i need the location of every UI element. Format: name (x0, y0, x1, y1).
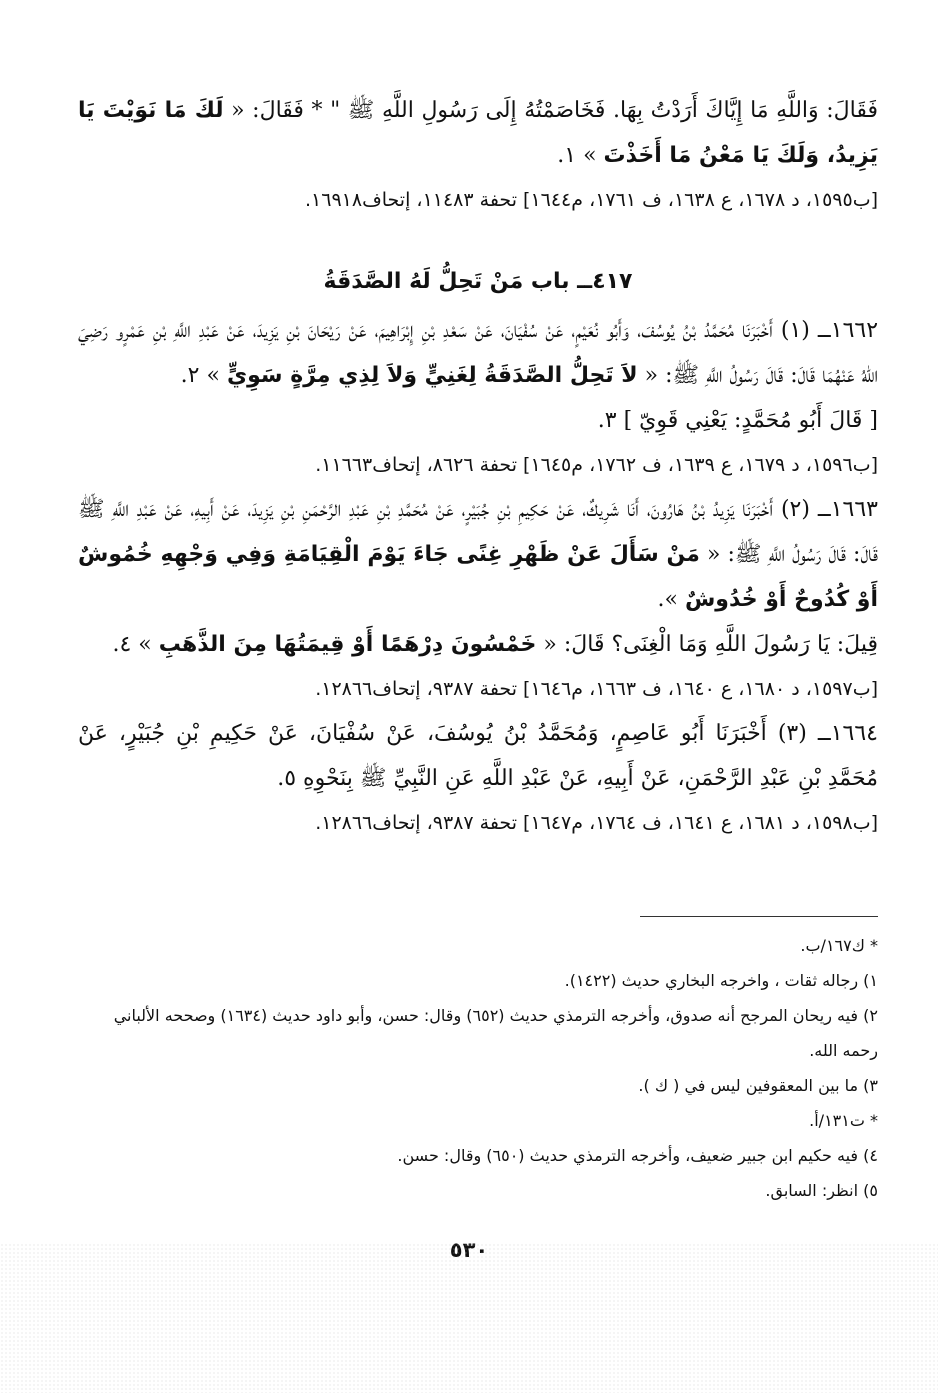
footnote-divider (640, 916, 878, 917)
paragraph-continuation (78, 88, 878, 178)
hadith-quote: لاَ تَحِلُّ الصَّدَقَةُ لِغَنِيٍّ وَلاَ لِذِي مِرَّةٍ سَوِيٍّ (226, 363, 638, 388)
hadith-1662 (78, 308, 878, 398)
footnote: * ت١٣١/أ. (809, 1111, 878, 1130)
main-text (78, 88, 878, 845)
question-line (78, 622, 878, 667)
footnote: * ك١٦٧/ب. (800, 936, 878, 955)
page-number: ٥٣٠ (449, 1238, 489, 1262)
text-segment: ١٦٦٢ــ (١) أَخْبَرَنَا مُحَمَّدُ بْنُ يُوسُفَ، وَأَبُو نُعَيْمٍ، عَنْ سُفْيَانَ، عَنْ سَعْدِ بْنِ إِبْرَاهِيمَ، عَنْ رَيْحَانَ بْنِ يَزِيدَ، عَنْ عَبْدِ اللَّهِ بْنِ عَمْرٍو رَضِيَ اللهُ عَنْهُمَا قَالَ: قَالَ رَسُولُ اللَّهِ ﷺ: « (78, 318, 879, 388)
text-segment: » ٢. (180, 363, 227, 388)
footnote: ١) رجاله ثقات ، واخرجه البخاري حديث (١٤٢٢). (564, 971, 878, 990)
footnote: ٥) انظر: السابق. (765, 1181, 878, 1200)
bracket-note: [ قَالَ أَبُو مُحَمَّدٍ: يَعْنِي قَوِيّ ] ٣. (597, 408, 878, 433)
chapter-heading: ٤١٧ــ باب مَنْ تَحِلُّ لَهُ الصَّدَقَةُ (323, 269, 633, 294)
text-segment: قِيلَ: يَا رَسُولَ اللَّهِ وَمَا الْغِنَى؟ قَالَ: « (536, 632, 878, 657)
hadith-1664: ١٦٦٤ــ (٣) أَخْبَرَنَا أَبُو عَاصِمٍ، وَمُحَمَّدُ بْنُ يُوسُفَ، عَنْ سُفْيَانَ، عَنْ حَكِيمِ بْنِ جُبَيْرٍ، عَنْ مُحَمَّدِ بْنِ عَبْدِ الرَّحْمَنِ، عَنْ أَبِيهِ، عَنْ عَبْدِ اللَّهِ عَنِ النَّبِيِّ ﷺ بِنَحْوِهِ ٥. (78, 721, 878, 791)
reference-line: [ب١٥٩٨، د ١٦٨١، ع ١٦٤١، ف ١٧٦٤، م١٦٤٧] تحفة ٩٣٨٧، إتحاف١٢٨٦٦. (315, 812, 878, 834)
text-segment: فَقَالَ: وَاللَّهِ مَا إِيَّاكَ أَرَدْتُ بِهَا. فَخَاصَمْتُهُ إِلَى رَسُولِ اللَّهِ ﷺ " * فَقَالَ: « (223, 98, 879, 123)
hadith-quote: مَنْ سَأَلَ عَنْ ظَهْرِ غِنًى جَاءَ يَوْمَ الْقِيَامَةِ وَفِي وَجْهِهِ خُمُوشٌ أَوْ كُدُوحٌ أَوْ خُدُوشٌ (78, 542, 878, 612)
hadith-quote: لَكَ مَا نَوَيْتَ يَا يَزِيدُ، وَلَكَ يَا مَعْنُ مَا أَخَذْتَ (78, 98, 878, 168)
text-segment: » ١. (557, 143, 604, 168)
footnote: ٣) ما بين المعقوفين ليس في ( ك ). (638, 1076, 878, 1095)
footnote: ٢) فيه ريحان المرجح أنه صدوق، وأخرجه الترمذي حديث (٦٥٢) وقال: حسن، وأبو داود حديث (١٦٣٤) وصححه الألباني رحمه الله. (113, 1006, 878, 1060)
reference-line: [ب١٥٩٧، د ١٦٨٠، ع ١٦٤٠، ف ١٦٦٣، م١٦٤٦] تحفة ٩٣٨٧، إتحاف١٢٨٦٦. (315, 678, 878, 700)
text-segment: ». (657, 587, 685, 612)
hadith-1663 (78, 487, 878, 622)
reference-line: [ب١٥٩٥، د ١٦٧٨، ع ١٦٣٨، ف ١٧٦١، م١٦٤٤] تحفة ١١٤٨٣، إتحاف١٦٩١٨. (304, 189, 878, 211)
text-segment: » ٤. (112, 632, 159, 657)
footnotes (78, 928, 878, 1208)
scan-noise (0, 1243, 938, 1393)
hadith-quote: خَمْسُونَ دِرْهَمًا أَوْ قِيمَتُهَا مِنَ الذَّهَبِ (158, 632, 537, 657)
footnote: ٤) فيه حكيم ابن جبير ضعيف، وأخرجه الترمذي حديث (٦٥٠) وقال: حسن. (397, 1146, 878, 1165)
text-segment: ١٦٦٣ــ (٢) أَخْبَرَنَا يَزِيدُ بْنُ هَارُونَ، أَنَا شَرِيكٌ، عَنْ حَكِيمِ بْنِ جُبَيْرٍ، عَنْ مُحَمَّدِ بْنِ عَبْدِ الرَّحْمَنِ بْنِ يَزِيدَ، عَنْ أَبِيهِ، عَنْ عَبْدِ اللَّهِ ﷺ قَالَ: قَالَ رَسُولُ اللَّهِ ﷺ: « (78, 497, 878, 567)
reference-line: [ب١٥٩٦، د ١٦٧٩، ع ١٦٣٩، ف ١٧٦٢، م١٦٤٥] تحفة ٨٦٢٦، إتحاف١١٦٦٣. (315, 454, 878, 476)
